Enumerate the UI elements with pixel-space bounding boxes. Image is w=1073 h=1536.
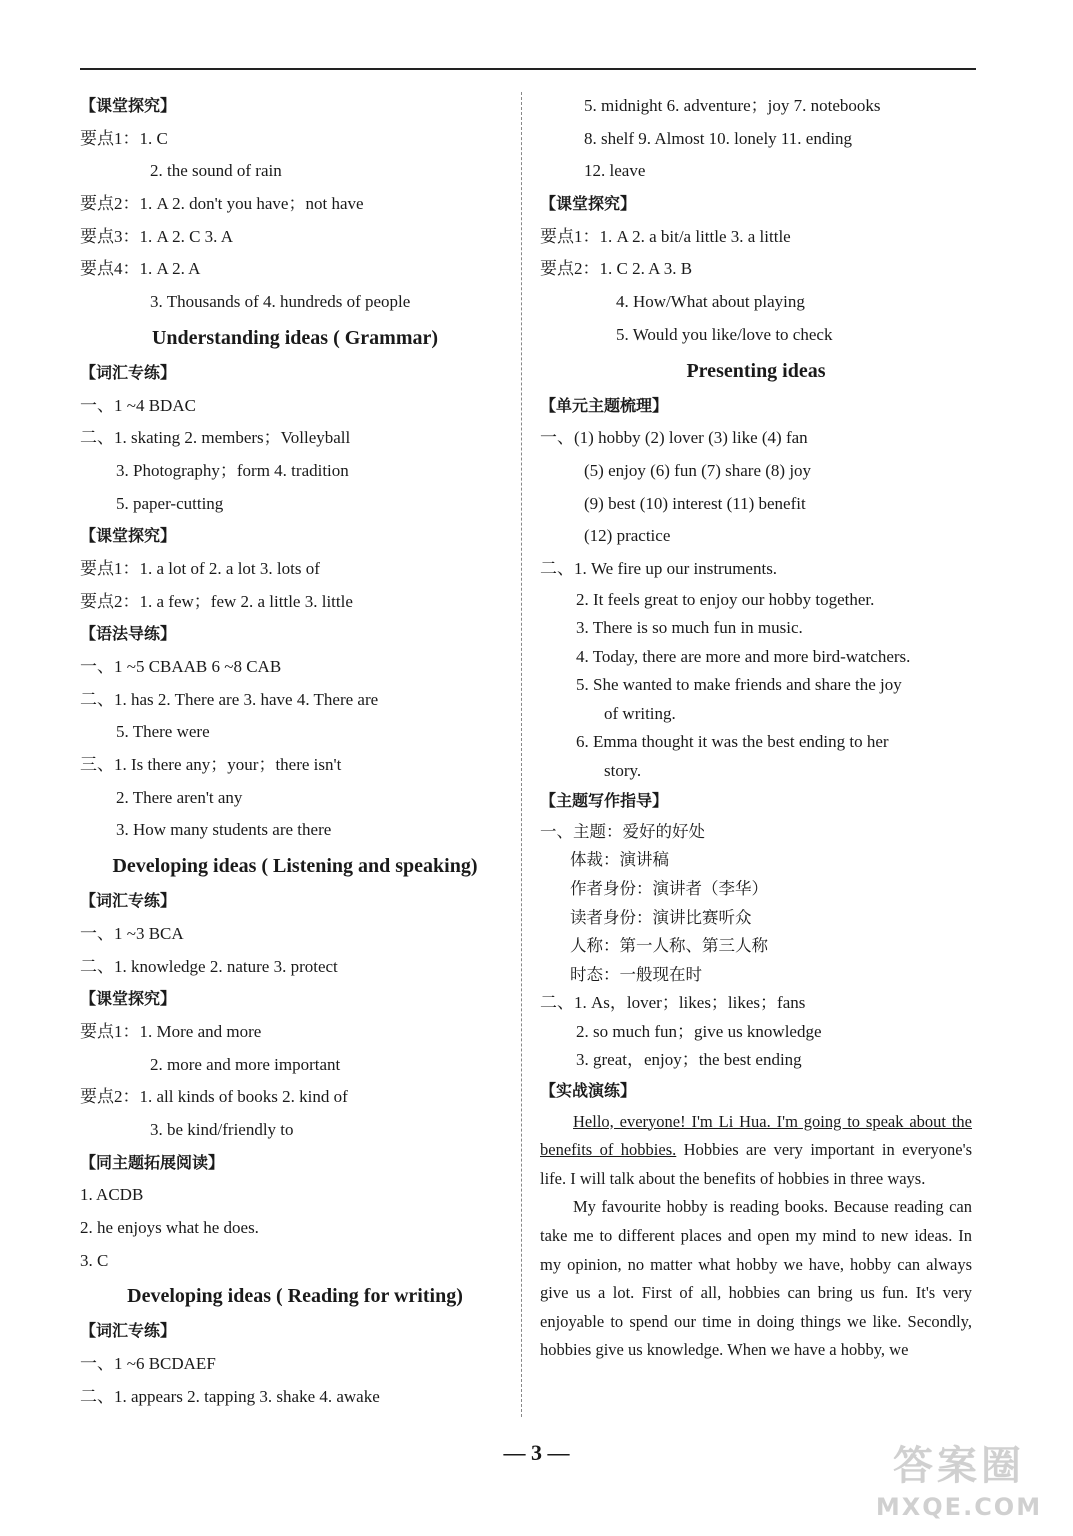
answer-line: 一、1 ~4 BDAC [80, 395, 196, 415]
essay-passage [540, 1108, 972, 1365]
answer-line: 3. Thousands of 4. hundreds of people [150, 292, 411, 312]
section-label: 【课堂探究】 [540, 194, 637, 214]
answer-line: 2. so much fun；give us knowledge [576, 1021, 822, 1041]
answer-line: (12) practice [584, 526, 671, 546]
writing-guide-line: 时态：一般现在时 [570, 964, 702, 984]
answer-line: 8. shelf 9. Almost 10. lonely 11. ending [584, 128, 853, 148]
answer-line: 要点1：1. a lot of 2. a lot 3. lots of [80, 558, 320, 578]
section-label: 【实战演练】 [540, 1080, 637, 1100]
answer-line: of writing. [604, 703, 676, 723]
answer-line: 5. midnight 6. adventure；joy 7. notebooks [584, 96, 881, 115]
answer-line: 12. leave [584, 161, 646, 181]
section-label: 【单元主题梳理】 [540, 395, 669, 415]
answer-line: 3. How many students are there [116, 820, 332, 840]
answer-line: 要点3：1. A 2. C 3. A [80, 226, 234, 246]
answer-line: 要点2：1. C 2. A 3. B [540, 259, 693, 279]
answer-line: 一、(1) hobby (2) lover (3) like (4) fan [540, 428, 808, 448]
column-divider [521, 92, 522, 1417]
section-heading: Developing ideas ( Reading for writing) [127, 1285, 463, 1308]
section-heading: Presenting ideas [686, 359, 826, 382]
watermark-logo [869, 1440, 1049, 1530]
right-column [540, 90, 972, 1365]
answer-line: 5. There were [116, 722, 210, 742]
answer-line: 2. more and more important [150, 1054, 341, 1074]
answer-line: 2. the sound of rain [150, 161, 282, 181]
page-number: — 3 — [503, 1440, 570, 1465]
answer-line: 一、1 ~3 BCA [80, 923, 184, 943]
answer-line: (9) best (10) interest (11) benefit [584, 493, 806, 513]
answer-line: 3. be kind/friendly to [150, 1119, 294, 1139]
writing-guide-line: 一、主题：爱好的好处 [540, 821, 705, 841]
section-label: 【课堂探究】 [80, 96, 177, 115]
answer-line: 二、1. skating 2. members；Volleyball [80, 428, 351, 448]
section-label: 【课堂探究】 [80, 989, 177, 1009]
answer-line: 要点1：1. More and more [80, 1021, 262, 1041]
answer-line: 要点4：1. A 2. A [80, 259, 201, 279]
essay-intro-underlined: Hello, everyone! I'm Li Hua. I'm going to speak about the benefits of hobbies. [540, 1111, 972, 1160]
answer-line: 要点1：1. C [80, 128, 168, 148]
section-label: 【词汇专练】 [80, 1321, 177, 1341]
section-heading: Developing ideas ( Listening and speaking) [112, 855, 478, 878]
answer-line: 3. Photography；form 4. tradition [116, 460, 349, 480]
writing-guide-line: 作者身份：演讲者（李华） [570, 879, 768, 898]
answer-line: 一、1 ~5 CBAAB 6 ~8 CAB [80, 657, 282, 676]
answer-line: 3. There is so much fun in music. [576, 618, 803, 638]
essay-intro-rest: Hobbies are very important in everyone's life. I will talk about the benefits of hobbies in three ways. [540, 1140, 972, 1188]
answer-line: 5. paper-cutting [116, 493, 224, 513]
section-label: 【同主题拓展阅读】 [80, 1152, 225, 1172]
writing-guide-line: 人称：第一人称、第三人称 [570, 936, 768, 956]
answer-line: 要点1：1. A 2. a bit/a little 3. a little [540, 226, 791, 246]
answer-line: 要点2：1. all kinds of books 2. kind of [80, 1087, 348, 1107]
answer-line: 2. There aren't any [116, 787, 243, 807]
answer-line: 4. Today, there are more and more bird-watchers. [576, 646, 911, 666]
answer-line: 4. How/What about playing [616, 292, 805, 312]
watermark-text: 答案圈 [893, 1443, 1025, 1489]
answer-line: 二、1. has 2. There are 3. have 4. There are [80, 689, 379, 709]
answer-line: story. [604, 760, 642, 780]
top-rule [80, 68, 976, 70]
answer-line: 三、1. Is there any；your；there isn't [80, 755, 342, 775]
answer-line: 3. great，enjoy；the best ending [576, 1050, 802, 1070]
answer-line: 二、1. As，lover；likes；likes；fans [540, 993, 806, 1013]
section-label: 【课堂探究】 [80, 526, 177, 546]
answer-line: 要点2：1. a few；few 2. a little 3. little [80, 591, 353, 611]
left-column [80, 90, 510, 1413]
essay-paragraph-1 [540, 1108, 972, 1194]
answer-line: 要点2：1. A 2. don't you have；not have [80, 194, 364, 214]
writing-guide-line: 体裁：演讲稿 [570, 850, 669, 870]
answer-line: 6. Emma thought it was the best ending to her [576, 732, 889, 752]
section-label: 【词汇专练】 [80, 362, 177, 382]
section-label: 【主题写作指导】 [540, 791, 669, 811]
right-answer-lines [540, 90, 972, 1108]
writing-guide-line: 读者身份：演讲比赛听众 [570, 907, 752, 927]
answer-line: 3. C [80, 1250, 109, 1270]
answer-line: 1. ACDB [80, 1185, 144, 1205]
section-heading: Understanding ideas ( Grammar) [151, 326, 439, 349]
answer-line: 二、1. We fire up our instruments. [540, 558, 778, 578]
answer-line: 二、1. appears 2. tapping 3. shake 4. awake [80, 1386, 380, 1406]
answer-line: (5) enjoy (6) fun (7) share (8) joy [584, 460, 812, 480]
answer-line: 5. Would you like/love to check [616, 324, 833, 344]
essay-paragraph-2: My favourite hobby is reading books. Because reading can take me to different places and open my mind to new ideas. In my opinion, no matter what hobby we have, hobby can always give us a lot. First of all, hobbies can bring us fun. It's very enjoyable to spend our time in doing things we like. Secondly, hobbies give us knowledge. When we have a hobby, we [540, 1197, 972, 1360]
section-label: 【词汇专练】 [80, 891, 177, 911]
section-label: 【语法导练】 [80, 624, 177, 644]
answer-line: 5. She wanted to make friends and share the joy [576, 675, 902, 695]
answer-line: 二、1. knowledge 2. nature 3. protect [80, 956, 338, 976]
answer-line: 2. It feels great to enjoy our hobby together. [576, 589, 875, 609]
watermark-domain: MXQE.COM [875, 1493, 1043, 1521]
answer-line: 2. he enjoys what he does. [80, 1218, 259, 1237]
answer-line: 一、1 ~6 BCDAEF [80, 1354, 216, 1374]
